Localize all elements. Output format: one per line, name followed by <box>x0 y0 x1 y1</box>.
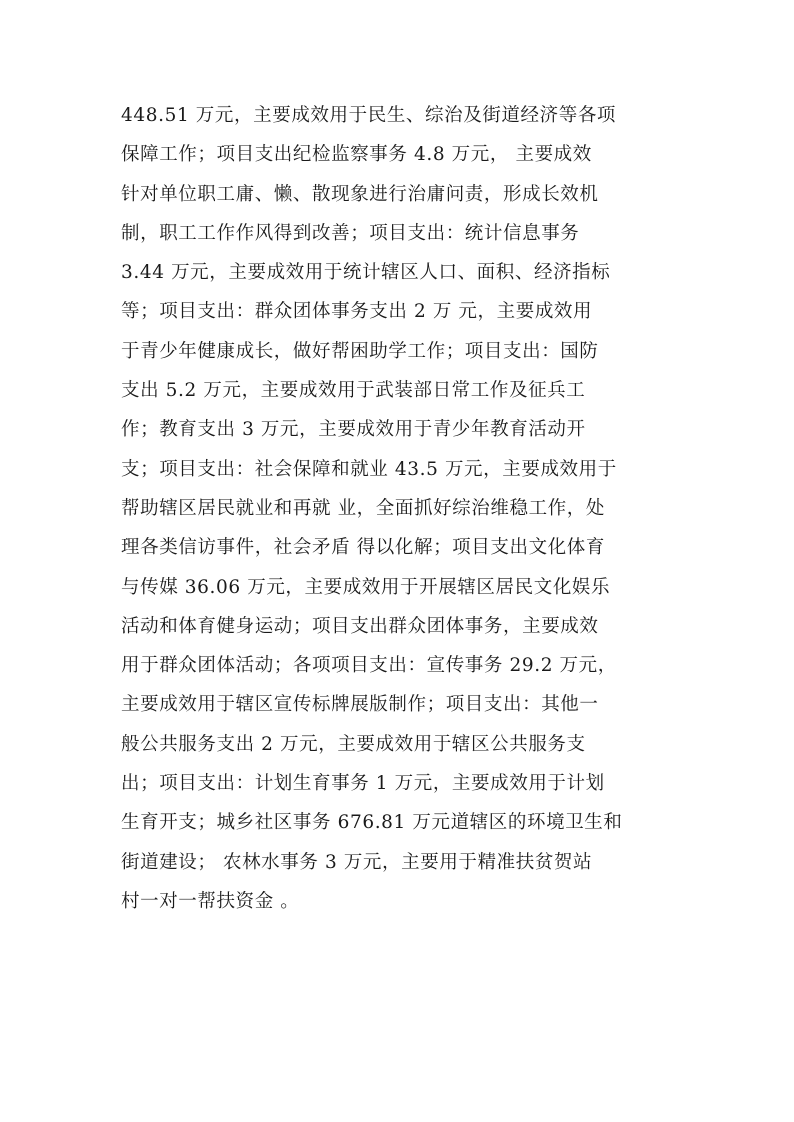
text-line: 等；项目支出：群众团体事务支出 2 万 元，主要成效用 <box>121 301 593 323</box>
text-line: 保障工作；项目支出纪检监察事务 4.8 万元， 主要成效 <box>121 144 592 166</box>
text-line: 3.44 万元，主要成效用于统计辖区人口、面积、经济指标 <box>121 262 611 284</box>
text-line: 制，职工工作作风得到改善；项目支出：统计信息事务 <box>121 222 580 244</box>
text-line: 村一对一帮扶资金 。 <box>121 890 300 912</box>
body-paragraph <box>121 96 681 921</box>
text-line: 出；项目支出：计划生育事务 1 万元，主要成效用于计划 <box>121 773 605 795</box>
text-line: 作；教育支出 3 万元，主要成效用于青少年教育活动开 <box>121 419 586 441</box>
text-line: 理各类信访事件，社会矛盾 得以化解；项目支出文化体育 <box>121 537 605 559</box>
text-line: 帮助辖区居民就业和再就 业，全面抓好综治维稳工作，处 <box>121 497 605 519</box>
text-line: 支；项目支出：社会保障和就业 43.5 万元，主要成效用于 <box>121 458 617 480</box>
text-line: 般公共服务支出 2 万元，主要成效用于辖区公共服务支 <box>121 733 586 755</box>
text-line: 生育开支；城乡社区事务 676.81 万元道辖区的环境卫生和 <box>121 812 623 834</box>
text-line: 街道建设； 农林水事务 3 万元，主要用于精准扶贫贺站 <box>121 851 593 873</box>
text-line: 主要成效用于辖区宣传标牌展版制作；项目支出：其他一 <box>121 694 599 716</box>
text-line: 448.51 万元，主要成效用于民生、综治及街道经济等各项 <box>121 105 617 126</box>
text-line: 针对单位职工庸、懒、散现象进行治庸问责，形成长效机 <box>121 183 599 205</box>
text-line: 与传媒 36.06 万元，主要成效用于开展辖区居民文化娱乐 <box>121 576 611 598</box>
text-line: 活动和体育健身运动；项目支出群众团体事务，主要成效 <box>121 615 599 637</box>
text-line: 支出 5.2 万元，主要成效用于武装部日常工作及征兵工 <box>121 380 586 402</box>
text-line: 于青少年健康成长，做好帮困助学工作；项目支出：国防 <box>121 340 599 362</box>
text-line: 用于群众团体活动；各项项目支出：宣传事务 29.2 万元， <box>121 655 617 677</box>
